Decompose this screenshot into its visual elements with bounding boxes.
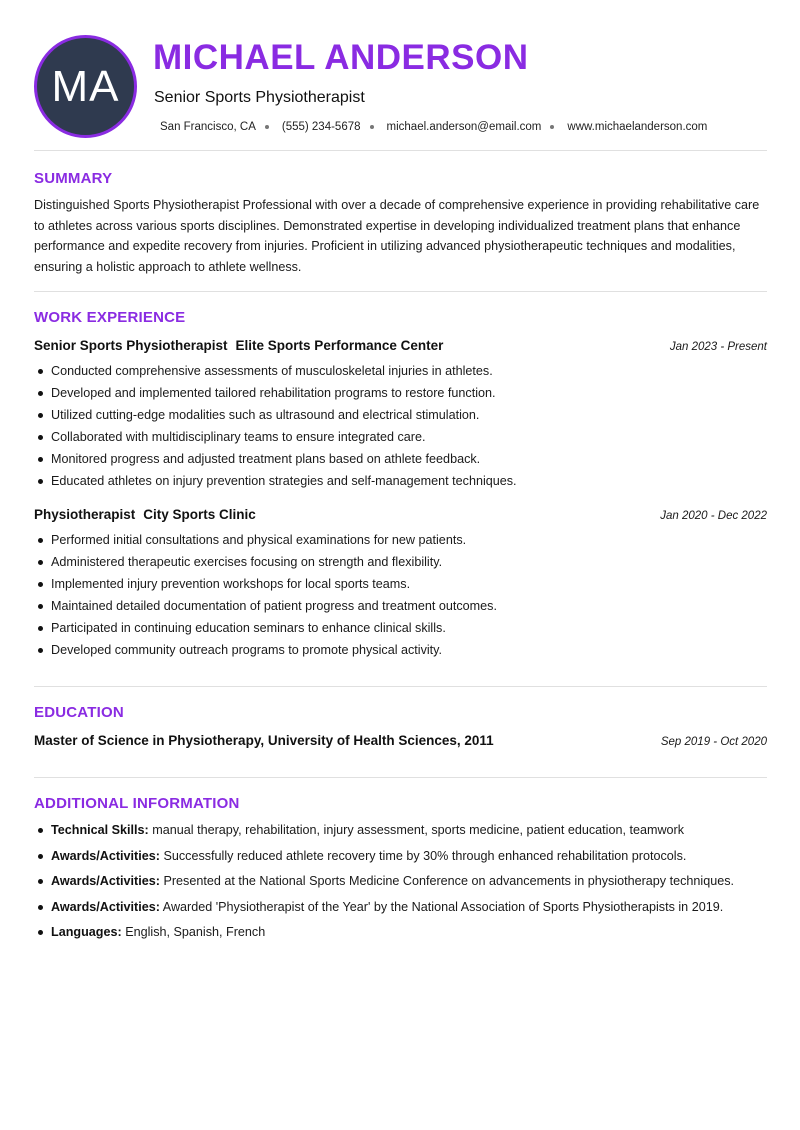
education-heading: EDUCATION <box>34 704 124 721</box>
list-item <box>51 897 771 918</box>
divider <box>34 777 767 778</box>
summary-text: Distinguished Sports Physiotherapist Professional with over a decade of comprehensive experience in providing rehabilitative care to athletes across various sports disciplines. Demonstrated expertise in developing individualized treatment plans that enhance performance and expedite recovery from injuries. Proficient in utilizing advanced physiotherapeutic techniques and modalities, ensuring a holistic approach to athlete wellness. <box>34 198 760 274</box>
list-item: Conducted comprehensive assessments of musculoskeletal injuries in athletes. <box>51 360 517 382</box>
separator-dot-icon <box>370 125 374 129</box>
list-item: Maintained detailed documentation of patient progress and treatment outcomes. <box>51 595 497 617</box>
work-experience-heading: WORK EXPERIENCE <box>34 309 186 326</box>
job-1-dates: Jan 2023 - Present <box>669 341 767 353</box>
additional-info-heading: ADDITIONAL INFORMATION <box>34 795 240 812</box>
contact-line <box>160 121 707 133</box>
info-text: English, Spanish, French <box>125 925 266 939</box>
list-item <box>51 871 771 892</box>
divider <box>34 150 767 151</box>
list-item: Administered therapeutic exercises focusing on strength and flexibility. <box>51 551 497 573</box>
job-1-title <box>34 338 443 353</box>
job-2-company: City Sports Clinic <box>143 507 256 522</box>
separator-dot-icon <box>550 125 554 129</box>
list-item <box>51 820 771 841</box>
contact-phone: (555) 234-5678 <box>281 121 361 133</box>
job-2-bullets <box>51 529 497 661</box>
summary-heading: SUMMARY <box>34 170 113 187</box>
list-item <box>51 846 771 867</box>
info-label: Awards/Activities: <box>51 899 160 914</box>
job-1-company: Elite Sports Performance Center <box>235 338 444 353</box>
list-item: Performed initial consultations and physical examinations for new patients. <box>51 529 497 551</box>
job-2-title <box>34 507 256 522</box>
additional-info-list <box>51 820 771 948</box>
info-label: Languages: <box>51 925 122 939</box>
job-1-role: Senior Sports Physiotherapist <box>34 338 228 353</box>
divider <box>34 291 767 292</box>
divider <box>34 686 767 687</box>
education-dates: Sep 2019 - Oct 2020 <box>660 736 767 748</box>
list-item: Developed and implemented tailored rehabilitation programs to restore function. <box>51 382 517 404</box>
avatar <box>34 35 137 138</box>
info-label: Awards/Activities: <box>51 874 160 888</box>
candidate-name: MICHAEL ANDERSON <box>153 38 529 77</box>
info-label: Technical Skills: <box>51 823 149 837</box>
education-degree: Master of Science in Physiotherapy, University of Health Sciences, 2011 <box>34 733 494 748</box>
list-item: Collaborated with multidisciplinary teams to ensure integrated care. <box>51 426 517 448</box>
avatar-initials: MA <box>51 61 120 111</box>
info-text: Awarded 'Physiotherapist of the Year' by the National Association of Sports Physiotherapists in 2019. <box>162 899 724 914</box>
job-2-dates: Jan 2020 - Dec 2022 <box>660 510 767 522</box>
contact-location: San Francisco, CA <box>160 121 256 133</box>
list-item: Developed community outreach programs to promote physical activity. <box>51 639 497 661</box>
job-2-role: Physiotherapist <box>34 507 136 522</box>
info-text: Presented at the National Sports Medicine Conference on advancements in physiotherapy techniques. <box>163 874 735 888</box>
list-item: Educated athletes on injury prevention strategies and self-management techniques. <box>51 470 517 492</box>
job-1-bullets <box>51 360 517 492</box>
contact-website[interactable]: www.michaelanderson.com <box>567 121 708 133</box>
list-item: Implemented injury prevention workshops for local sports teams. <box>51 573 497 595</box>
info-text: manual therapy, rehabilitation, injury assessment, sports medicine, patient education, teamwork <box>152 823 685 837</box>
info-text: Successfully reduced athlete recovery time by 30% through enhanced rehabilitation protocols. <box>163 848 687 863</box>
separator-dot-icon <box>265 125 269 129</box>
list-item <box>51 922 771 943</box>
list-item: Participated in continuing education seminars to enhance clinical skills. <box>51 617 497 639</box>
list-item: Monitored progress and adjusted treatment plans based on athlete feedback. <box>51 448 517 470</box>
job-title: Senior Sports Physiotherapist <box>154 89 365 106</box>
list-item: Utilized cutting-edge modalities such as ultrasound and electrical stimulation. <box>51 404 517 426</box>
info-label: Awards/Activities: <box>51 848 160 863</box>
contact-email[interactable]: michael.anderson@email.com <box>386 121 542 133</box>
